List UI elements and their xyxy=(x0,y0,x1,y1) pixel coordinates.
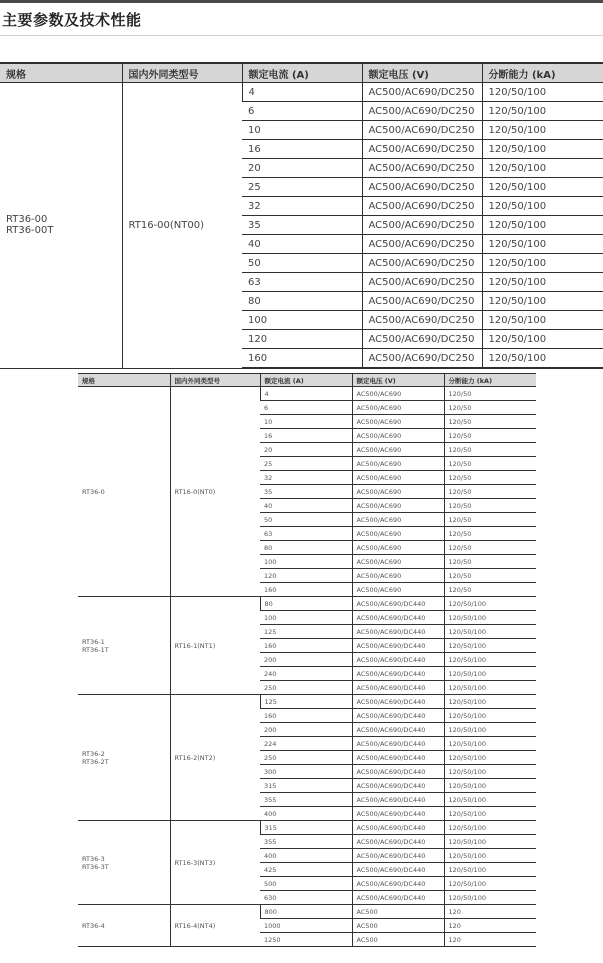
breaking-capacity-cell: 120/50/100 xyxy=(482,254,603,273)
breaking-capacity-cell: 120 xyxy=(444,933,536,947)
extended-parameters-table xyxy=(78,373,536,947)
rated-current-cell: 35 xyxy=(260,485,352,499)
title-divider xyxy=(0,35,603,36)
breaking-capacity-cell: 120/50/100 xyxy=(482,159,603,178)
spec-cell: RT36-0 xyxy=(78,387,170,597)
breaking-capacity-cell: 120/50/100 xyxy=(444,821,536,835)
breaking-capacity-cell: 120/50/100 xyxy=(444,891,536,905)
rated-current-cell: 50 xyxy=(260,513,352,527)
rated-current-cell: 10 xyxy=(260,415,352,429)
breaking-capacity-cell: 120/50/100 xyxy=(482,349,603,369)
rated-voltage-cell: AC500/AC690/DC440 xyxy=(352,877,444,891)
rated-voltage-cell: AC500/AC690 xyxy=(352,485,444,499)
rated-current-cell: 25 xyxy=(260,457,352,471)
rated-voltage-cell: AC500/AC690/DC440 xyxy=(352,653,444,667)
rated-voltage-cell: AC500/AC690/DC440 xyxy=(352,625,444,639)
rated-current-cell: 240 xyxy=(260,667,352,681)
breaking-capacity-cell: 120/50/100 xyxy=(444,877,536,891)
table-header-row xyxy=(0,63,603,83)
rated-current-cell: 355 xyxy=(260,793,352,807)
rated-current-cell: 425 xyxy=(260,863,352,877)
rated-current-cell: 315 xyxy=(260,821,352,835)
breaking-capacity-cell: 120/50/100 xyxy=(444,681,536,695)
rated-voltage-cell: AC500/AC690 xyxy=(352,583,444,597)
header-rated-current: 额定电流 (A) xyxy=(260,374,352,387)
main-parameters-table xyxy=(0,62,603,369)
rated-voltage-cell: AC500/AC690/DC250 xyxy=(362,273,482,292)
rated-current-cell: 32 xyxy=(242,197,362,216)
breaking-capacity-cell: 120/50 xyxy=(444,527,536,541)
rated-voltage-cell: AC500/AC690/DC250 xyxy=(362,178,482,197)
breaking-capacity-cell: 120/50/100 xyxy=(482,83,603,102)
model-cell: RT16-2(NT2) xyxy=(170,695,260,821)
rated-current-cell: 120 xyxy=(242,330,362,349)
rated-voltage-cell: AC500/AC690/DC250 xyxy=(362,254,482,273)
rated-voltage-cell: AC500/AC690/DC440 xyxy=(352,891,444,905)
rated-current-cell: 160 xyxy=(260,709,352,723)
rated-voltage-cell: AC500/AC690/DC250 xyxy=(362,121,482,140)
rated-current-cell: 125 xyxy=(260,695,352,709)
breaking-capacity-cell: 120/50/100 xyxy=(482,311,603,330)
rated-voltage-cell: AC500/AC690/DC440 xyxy=(352,751,444,765)
rated-voltage-cell: AC500/AC690 xyxy=(352,541,444,555)
rated-voltage-cell: AC500/AC690 xyxy=(352,443,444,457)
rated-current-cell: 80 xyxy=(242,292,362,311)
rated-voltage-cell: AC500/AC690 xyxy=(352,471,444,485)
rated-current-cell: 16 xyxy=(260,429,352,443)
rated-current-cell: 6 xyxy=(260,401,352,415)
rated-current-cell: 200 xyxy=(260,653,352,667)
breaking-capacity-cell: 120 xyxy=(444,919,536,933)
rated-voltage-cell: AC500/AC690/DC250 xyxy=(362,83,482,102)
breaking-capacity-cell: 120/50 xyxy=(444,429,536,443)
rated-voltage-cell: AC500/AC690/DC440 xyxy=(352,779,444,793)
rated-voltage-cell: AC500/AC690/DC440 xyxy=(352,723,444,737)
rated-voltage-cell: AC500/AC690/DC440 xyxy=(352,821,444,835)
rated-current-cell: 20 xyxy=(242,159,362,178)
rated-voltage-cell: AC500/AC690/DC440 xyxy=(352,597,444,611)
rated-voltage-cell: AC500/AC690/DC250 xyxy=(362,330,482,349)
rated-voltage-cell: AC500/AC690/DC440 xyxy=(352,695,444,709)
breaking-capacity-cell: 120/50/100 xyxy=(444,793,536,807)
breaking-capacity-cell: 120/50 xyxy=(444,457,536,471)
breaking-capacity-cell: 120/50/100 xyxy=(482,121,603,140)
spec-cell: RT36-3 RT36-3T xyxy=(78,821,170,905)
breaking-capacity-cell: 120/50 xyxy=(444,499,536,513)
rated-voltage-cell: AC500/AC690/DC440 xyxy=(352,849,444,863)
rated-current-cell: 4 xyxy=(242,83,362,102)
rated-voltage-cell: AC500/AC690/DC250 xyxy=(362,197,482,216)
rated-current-cell: 400 xyxy=(260,849,352,863)
rated-voltage-cell: AC500/AC690/DC440 xyxy=(352,639,444,653)
breaking-capacity-cell: 120/50/100 xyxy=(482,178,603,197)
rated-current-cell: 63 xyxy=(242,273,362,292)
spec-cell: RT36-1 RT36-1T xyxy=(78,597,170,695)
rated-voltage-cell: AC500/AC690 xyxy=(352,499,444,513)
spec-cell: RT36-2 RT36-2T xyxy=(78,695,170,821)
rated-current-cell: 50 xyxy=(242,254,362,273)
rated-current-cell: 1000 xyxy=(260,919,352,933)
rated-voltage-cell: AC500/AC690/DC440 xyxy=(352,611,444,625)
rated-current-cell: 25 xyxy=(242,178,362,197)
rated-voltage-cell: AC500/AC690/DC250 xyxy=(362,292,482,311)
rated-voltage-cell: AC500/AC690/DC440 xyxy=(352,793,444,807)
header-breaking-capacity: 分断能力 (kA) xyxy=(444,374,536,387)
table-row xyxy=(78,905,536,919)
page-title: 主要参数及技术性能 xyxy=(2,11,142,29)
rated-current-cell: 500 xyxy=(260,877,352,891)
breaking-capacity-cell: 120/50/100 xyxy=(444,653,536,667)
breaking-capacity-cell: 120/50/100 xyxy=(444,625,536,639)
breaking-capacity-cell: 120/50/100 xyxy=(444,849,536,863)
header-breaking-capacity: 分断能力 (kA) xyxy=(482,63,603,83)
rated-current-cell: 224 xyxy=(260,737,352,751)
rated-voltage-cell: AC500/AC690/DC440 xyxy=(352,863,444,877)
breaking-capacity-cell: 120/50/100 xyxy=(444,737,536,751)
breaking-capacity-cell: 120/50/100 xyxy=(444,639,536,653)
breaking-capacity-cell: 120/50/100 xyxy=(444,667,536,681)
breaking-capacity-cell: 120/50/100 xyxy=(444,709,536,723)
breaking-capacity-cell: 120/50 xyxy=(444,415,536,429)
header-rated-current: 额定电流 (A) xyxy=(242,63,362,83)
breaking-capacity-cell: 120/50 xyxy=(444,471,536,485)
rated-current-cell: 400 xyxy=(260,807,352,821)
rated-voltage-cell: AC500/AC690/DC250 xyxy=(362,102,482,121)
rated-voltage-cell: AC500/AC690 xyxy=(352,527,444,541)
rated-current-cell: 630 xyxy=(260,891,352,905)
model-cell: RT16-0(NT0) xyxy=(170,387,260,597)
table-row xyxy=(0,83,603,102)
breaking-capacity-cell: 120/50 xyxy=(444,541,536,555)
rated-current-cell: 315 xyxy=(260,779,352,793)
breaking-capacity-cell: 120/50 xyxy=(444,485,536,499)
table-row xyxy=(78,821,536,835)
header-spec: 规格 xyxy=(78,374,170,387)
rated-current-cell: 800 xyxy=(260,905,352,919)
breaking-capacity-cell: 120/50 xyxy=(444,443,536,457)
breaking-capacity-cell: 120/50 xyxy=(444,569,536,583)
rated-voltage-cell: AC500/AC690/DC250 xyxy=(362,159,482,178)
rated-current-cell: 63 xyxy=(260,527,352,541)
rated-voltage-cell: AC500 xyxy=(352,919,444,933)
breaking-capacity-cell: 120/50/100 xyxy=(444,751,536,765)
breaking-capacity-cell: 120/50/100 xyxy=(482,235,603,254)
top-divider-bar xyxy=(0,0,603,3)
rated-voltage-cell: AC500/AC690 xyxy=(352,415,444,429)
breaking-capacity-cell: 120/50/100 xyxy=(482,330,603,349)
rated-current-cell: 100 xyxy=(242,311,362,330)
breaking-capacity-cell: 120/50 xyxy=(444,513,536,527)
rated-current-cell: 80 xyxy=(260,541,352,555)
rated-current-cell: 160 xyxy=(260,639,352,653)
table-header-row xyxy=(78,374,536,387)
rated-voltage-cell: AC500/AC690/DC250 xyxy=(362,235,482,254)
rated-voltage-cell: AC500 xyxy=(352,933,444,947)
rated-voltage-cell: AC500/AC690 xyxy=(352,569,444,583)
rated-voltage-cell: AC500/AC690/DC440 xyxy=(352,667,444,681)
header-rated-voltage: 额定电压 (V) xyxy=(362,63,482,83)
rated-current-cell: 160 xyxy=(260,583,352,597)
rated-current-cell: 100 xyxy=(260,555,352,569)
rated-current-cell: 32 xyxy=(260,471,352,485)
breaking-capacity-cell: 120/50/100 xyxy=(444,611,536,625)
breaking-capacity-cell: 120/50 xyxy=(444,401,536,415)
header-rated-voltage: 额定电压 (V) xyxy=(352,374,444,387)
rated-voltage-cell: AC500/AC690 xyxy=(352,457,444,471)
rated-voltage-cell: AC500/AC690/DC440 xyxy=(352,835,444,849)
header-equivalent-model: 国内外同类型号 xyxy=(170,374,260,387)
rated-voltage-cell: AC500/AC690/DC440 xyxy=(352,709,444,723)
rated-current-cell: 4 xyxy=(260,387,352,401)
rated-voltage-cell: AC500/AC690 xyxy=(352,401,444,415)
breaking-capacity-cell: 120/50/100 xyxy=(444,597,536,611)
rated-voltage-cell: AC500/AC690 xyxy=(352,513,444,527)
breaking-capacity-cell: 120/50/100 xyxy=(444,779,536,793)
breaking-capacity-cell: 120/50/100 xyxy=(444,807,536,821)
rated-voltage-cell: AC500/AC690/DC440 xyxy=(352,681,444,695)
breaking-capacity-cell: 120/50/100 xyxy=(444,695,536,709)
spec-cell: RT36-4 xyxy=(78,905,170,947)
breaking-capacity-cell: 120/50/100 xyxy=(482,197,603,216)
breaking-capacity-cell: 120/50/100 xyxy=(444,723,536,737)
rated-voltage-cell: AC500/AC690/DC440 xyxy=(352,765,444,779)
rated-voltage-cell: AC500/AC690/DC250 xyxy=(362,349,482,369)
table-row xyxy=(78,597,536,611)
rated-voltage-cell: AC500/AC690/DC440 xyxy=(352,737,444,751)
rated-voltage-cell: AC500/AC690/DC250 xyxy=(362,311,482,330)
breaking-capacity-cell: 120/50/100 xyxy=(482,140,603,159)
model-cell: RT16-00(NT00) xyxy=(122,83,242,369)
breaking-capacity-cell: 120/50/100 xyxy=(444,863,536,877)
breaking-capacity-cell: 120/50 xyxy=(444,387,536,401)
breaking-capacity-cell: 120/50/100 xyxy=(482,102,603,121)
spec-cell: RT36-00 RT36-00T xyxy=(0,83,122,369)
breaking-capacity-cell: 120/50 xyxy=(444,583,536,597)
model-cell: RT16-4(NT4) xyxy=(170,905,260,947)
breaking-capacity-cell: 120/50/100 xyxy=(482,273,603,292)
rated-current-cell: 6 xyxy=(242,102,362,121)
rated-voltage-cell: AC500/AC690 xyxy=(352,387,444,401)
rated-voltage-cell: AC500/AC690/DC250 xyxy=(362,140,482,159)
breaking-capacity-cell: 120/50/100 xyxy=(444,835,536,849)
rated-current-cell: 16 xyxy=(242,140,362,159)
rated-current-cell: 125 xyxy=(260,625,352,639)
rated-voltage-cell: AC500/AC690 xyxy=(352,429,444,443)
header-spec: 规格 xyxy=(0,63,122,83)
rated-voltage-cell: AC500 xyxy=(352,905,444,919)
rated-current-cell: 250 xyxy=(260,751,352,765)
rated-current-cell: 35 xyxy=(242,216,362,235)
rated-current-cell: 355 xyxy=(260,835,352,849)
model-cell: RT16-3(NT3) xyxy=(170,821,260,905)
rated-current-cell: 1250 xyxy=(260,933,352,947)
breaking-capacity-cell: 120 xyxy=(444,905,536,919)
table-row xyxy=(78,387,536,401)
rated-current-cell: 120 xyxy=(260,569,352,583)
rated-current-cell: 10 xyxy=(242,121,362,140)
breaking-capacity-cell: 120/50 xyxy=(444,555,536,569)
rated-current-cell: 80 xyxy=(260,597,352,611)
rated-current-cell: 300 xyxy=(260,765,352,779)
rated-current-cell: 40 xyxy=(260,499,352,513)
rated-current-cell: 20 xyxy=(260,443,352,457)
rated-voltage-cell: AC500/AC690 xyxy=(352,555,444,569)
header-equivalent-model: 国内外同类型号 xyxy=(122,63,242,83)
breaking-capacity-cell: 120/50/100 xyxy=(444,765,536,779)
model-cell: RT16-1(NT1) xyxy=(170,597,260,695)
rated-current-cell: 160 xyxy=(242,349,362,369)
rated-current-cell: 100 xyxy=(260,611,352,625)
table-row xyxy=(78,695,536,709)
rated-current-cell: 200 xyxy=(260,723,352,737)
breaking-capacity-cell: 120/50/100 xyxy=(482,292,603,311)
breaking-capacity-cell: 120/50/100 xyxy=(482,216,603,235)
rated-current-cell: 40 xyxy=(242,235,362,254)
rated-voltage-cell: AC500/AC690/DC440 xyxy=(352,807,444,821)
rated-current-cell: 250 xyxy=(260,681,352,695)
rated-voltage-cell: AC500/AC690/DC250 xyxy=(362,216,482,235)
